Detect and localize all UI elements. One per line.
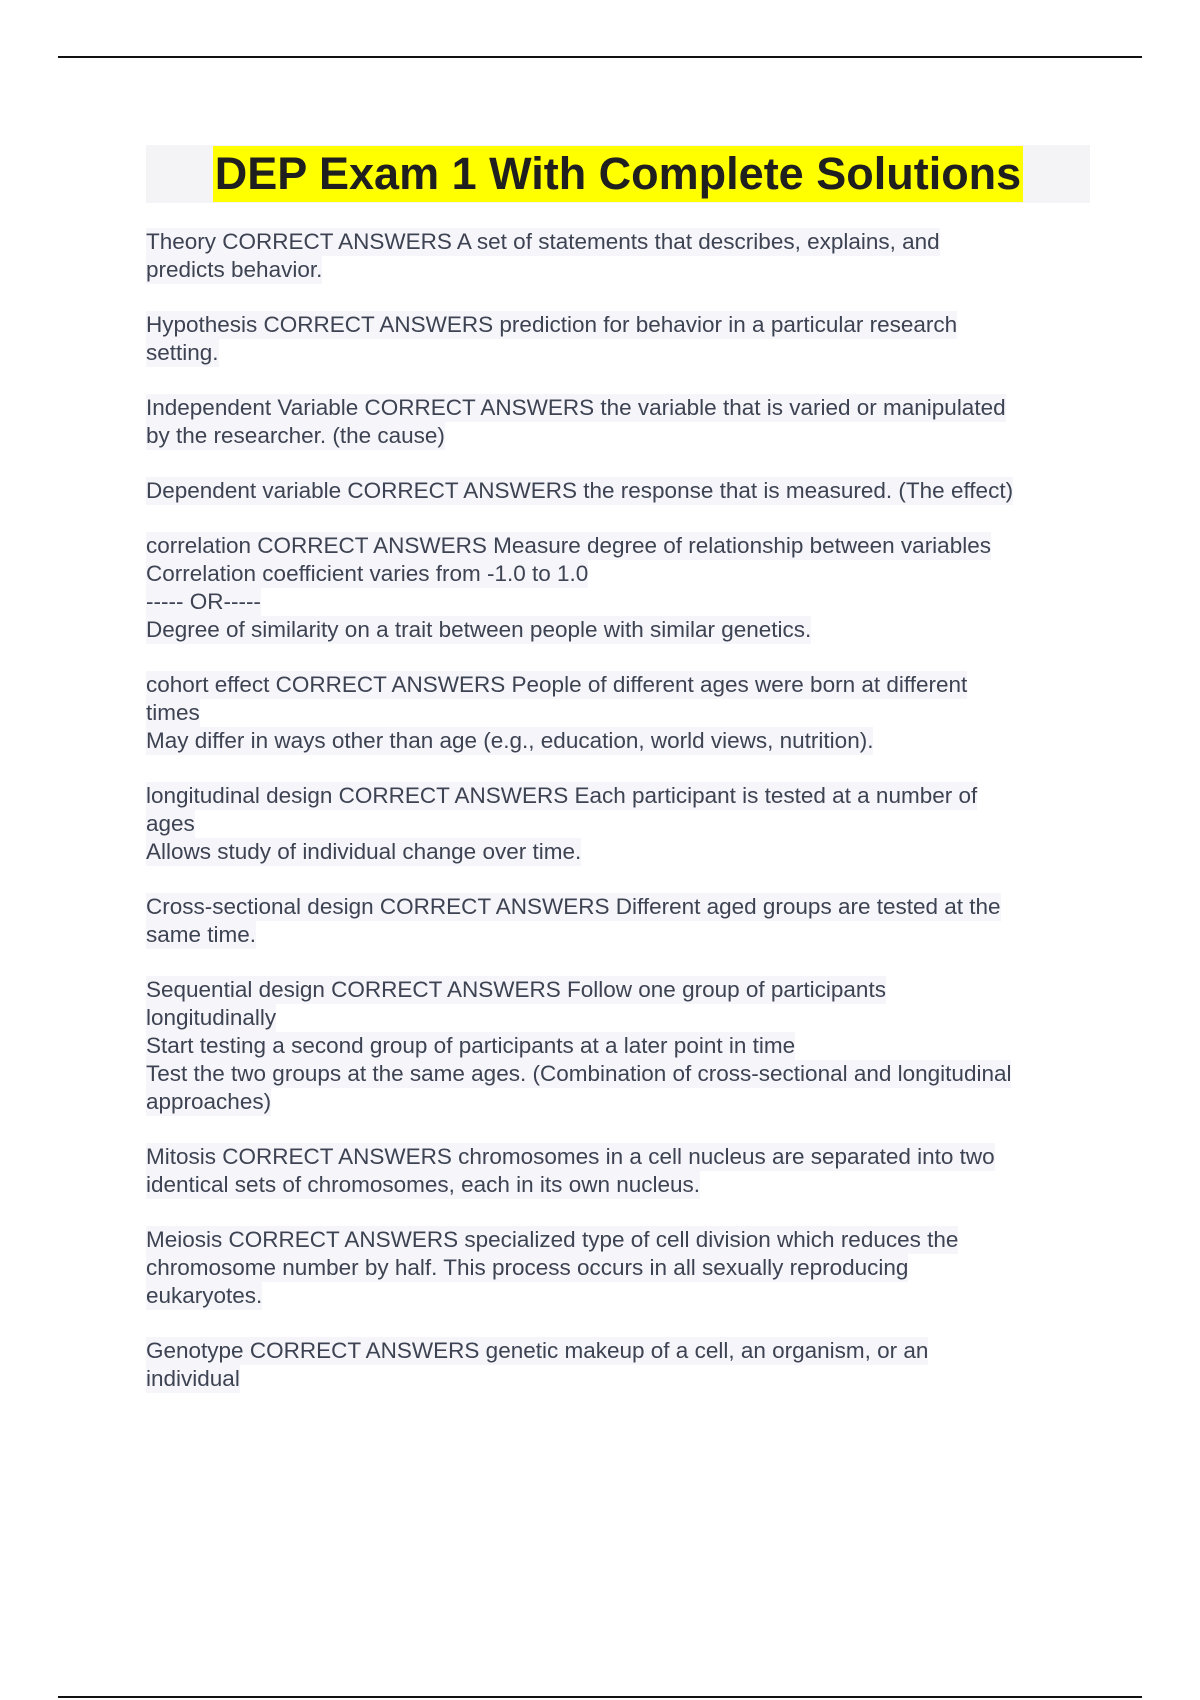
qa-entry — [146, 1337, 1086, 1393]
qa-line: correlation CORRECT ANSWERS Measure degree of relationship between variables — [146, 533, 991, 558]
qa-entry — [146, 394, 1086, 450]
qa-line: setting. — [146, 340, 219, 365]
qa-line: Dependent variable CORRECT ANSWERS the response that is measured. (The effect) — [146, 478, 1014, 503]
qa-line: times — [146, 700, 200, 725]
top-rule — [58, 56, 1142, 58]
qa-entry — [146, 893, 1086, 949]
qa-entry — [146, 1226, 1086, 1310]
qa-line: Test the two groups at the same ages. (Combination of cross-sectional and longitudinal — [146, 1061, 1012, 1086]
qa-entry — [146, 782, 1086, 866]
qa-entry — [146, 532, 1086, 644]
qa-line: Meiosis CORRECT ANSWERS specialized type of cell division which reduces the — [146, 1227, 959, 1252]
qa-entry — [146, 228, 1086, 284]
qa-entry — [146, 311, 1086, 367]
qa-line: Degree of similarity on a trait between people with similar genetics. — [146, 617, 812, 642]
qa-entry — [146, 671, 1086, 755]
qa-line: Independent Variable CORRECT ANSWERS the variable that is varied or manipulated — [146, 395, 1006, 420]
title-band — [146, 145, 1090, 203]
qa-line: Allows study of individual change over time. — [146, 839, 582, 864]
bottom-rule — [58, 1696, 1142, 1698]
qa-list — [146, 228, 1086, 1420]
page-title: DEP Exam 1 With Complete Solutions — [213, 146, 1023, 202]
qa-line: individual — [146, 1366, 240, 1391]
qa-line: same time. — [146, 922, 257, 947]
qa-line: longitudinally — [146, 1005, 277, 1030]
qa-line: May differ in ways other than age (e.g., education, world views, nutrition). — [146, 728, 874, 753]
qa-line: Genotype CORRECT ANSWERS genetic makeup of a cell, an organism, or an — [146, 1338, 929, 1363]
qa-line: eukaryotes. — [146, 1283, 263, 1308]
qa-line: Mitosis CORRECT ANSWERS chromosomes in a cell nucleus are separated into two — [146, 1144, 995, 1169]
qa-line: by the researcher. (the cause) — [146, 423, 445, 448]
qa-entry — [146, 477, 1086, 505]
qa-line: ages — [146, 811, 195, 836]
qa-line: longitudinal design CORRECT ANSWERS Each participant is tested at a number of — [146, 783, 978, 808]
qa-line: Correlation coefficient varies from -1.0 to 1.0 — [146, 561, 589, 586]
qa-line: approaches) — [146, 1089, 272, 1114]
qa-line: identical sets of chromosomes, each in its own nucleus. — [146, 1172, 701, 1197]
qa-line: Start testing a second group of participants at a later point in time — [146, 1033, 796, 1058]
qa-line: Cross-sectional design CORRECT ANSWERS Different aged groups are tested at the — [146, 894, 1001, 919]
qa-entry — [146, 1143, 1086, 1199]
qa-line: Theory CORRECT ANSWERS A set of statements that describes, explains, and — [146, 229, 940, 254]
qa-line: chromosome number by half. This process occurs in all sexually reproducing — [146, 1255, 909, 1280]
qa-entry — [146, 976, 1086, 1116]
qa-line: cohort effect CORRECT ANSWERS People of different ages were born at different — [146, 672, 968, 697]
qa-line: Sequential design CORRECT ANSWERS Follow one group of participants — [146, 977, 886, 1002]
qa-line: Hypothesis CORRECT ANSWERS prediction for behavior in a particular research — [146, 312, 958, 337]
qa-line: ----- OR----- — [146, 589, 261, 614]
qa-line: predicts behavior. — [146, 257, 323, 282]
